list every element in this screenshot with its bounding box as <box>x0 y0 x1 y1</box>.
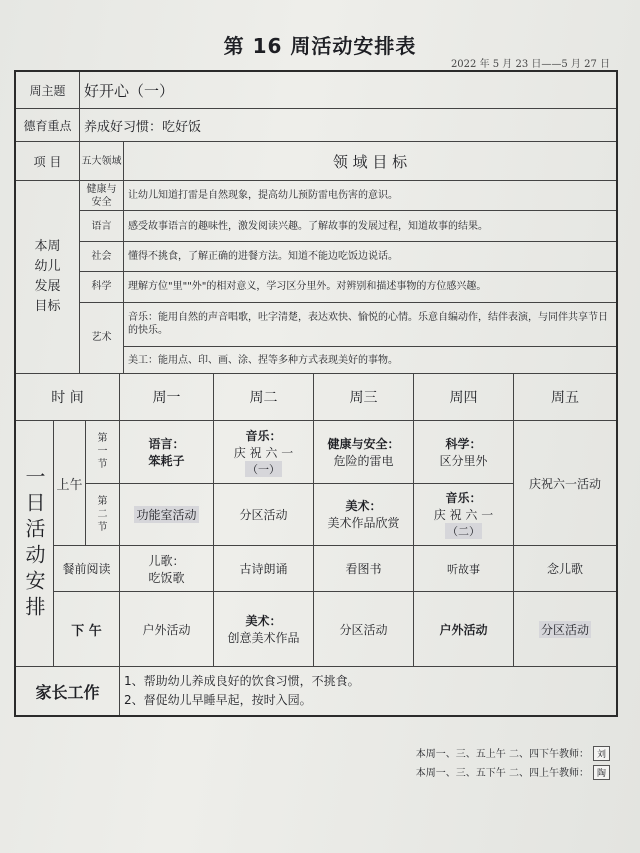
art-music-goal: 音乐：能用自然的声音唱歌，吐字清楚，表达欢快、愉悦的心情。乐意自编动作，结伴表演，与同伴共享节日的快乐。 <box>124 303 616 348</box>
activity-title: 分区活动 <box>540 622 589 637</box>
daily-label-cell <box>16 421 54 666</box>
teacher-signature: 陶 <box>593 765 610 780</box>
activity-cell <box>214 421 314 483</box>
activity-cell <box>214 592 314 666</box>
activity-title: 古诗朗诵 <box>214 546 314 591</box>
domain-name: 社会 <box>80 242 124 271</box>
activity-title: 庆 祝 六 一 <box>433 508 494 523</box>
activity-cell <box>414 484 513 546</box>
footer-line-1 <box>416 745 610 761</box>
goal-row-art <box>80 303 616 374</box>
page-title: 第 16 周活动安排表 <box>223 34 417 58</box>
teacher-signature: 刘 <box>593 746 610 761</box>
activity-title: 功能室活动 <box>136 507 197 522</box>
moral-value: 养成好习惯：吃好饭 <box>84 119 202 135</box>
activity-subject: 语言： <box>148 436 185 451</box>
domain-goal: 理解方位"里""外"的相对意义，学习区分里外。对辨别和描述事物的方位感兴趣。 <box>128 281 487 293</box>
activity-title: 笨耗子 <box>148 453 185 468</box>
daily-label: 一日活动安排 <box>22 465 46 622</box>
domain-name: 健康与安全 <box>80 181 124 210</box>
activity-cell <box>414 421 513 483</box>
activity-subject: 科学： <box>445 436 482 451</box>
parent-work-item: 1、帮助幼儿养成良好的饮食习惯，不挑食。 <box>124 674 360 688</box>
day-header: 周五 <box>551 390 579 406</box>
morning-label: 上午 <box>54 421 86 545</box>
afternoon-label: 下 午 <box>54 592 120 666</box>
goal-header-row <box>16 142 616 181</box>
activity-subject: 健康与安全： <box>327 436 400 451</box>
moral-row <box>16 109 616 142</box>
period2-row <box>86 484 513 546</box>
day-header: 周二 <box>214 374 314 420</box>
theme-row <box>16 72 616 109</box>
activity-cell <box>214 484 314 546</box>
moral-label: 德育重点 <box>16 109 80 141</box>
time-label: 时 间 <box>16 374 120 420</box>
activity-title: 户外活动 <box>120 592 214 666</box>
activity-subject: 音乐： <box>445 491 482 506</box>
schedule-sheet <box>14 70 618 717</box>
activity-title: 美术作品欣赏 <box>327 516 400 531</box>
activity-title: 庆 祝 六 一 <box>233 445 294 460</box>
theme-label: 周主题 <box>16 72 80 108</box>
activity-cell <box>314 421 414 483</box>
domains-header: 五大领域 <box>80 142 124 180</box>
footer-line-2 <box>416 764 610 780</box>
activity-cell <box>514 592 616 666</box>
domain-goal: 懂得不挑食，了解正确的进餐方法。知道不能边吃饭边说话。 <box>128 250 398 262</box>
activity-extra: （二） <box>447 525 480 539</box>
parent-work-item: 2、督促幼儿早睡早起，按时入园。 <box>124 693 312 707</box>
activity-subject: 美术： <box>345 499 382 514</box>
parent-work-label: 家长工作 <box>16 667 120 715</box>
activity-cell <box>120 421 214 483</box>
parent-work-row <box>16 667 616 715</box>
goals-header: 领 域 目 标 <box>332 152 408 171</box>
activity-subject: 儿歌： <box>148 553 185 568</box>
goal-row-language <box>80 211 616 241</box>
goal-row-health <box>80 181 616 211</box>
goal-row-science <box>80 272 616 302</box>
domain-goal: 让幼儿知道打雷是自然现象，提高幼儿预防雷电伤害的意识。 <box>128 190 398 202</box>
activity-title: 创意美术作品 <box>227 631 300 646</box>
day-header: 周三 <box>314 374 414 420</box>
footer-text: 本周一、三、五上午 二、四下午教师： <box>415 749 589 760</box>
theme-value: 好开心（一） <box>84 81 175 100</box>
domain-name: 语言 <box>80 211 124 240</box>
domain-goal: 感受故事语言的趣味性，激发阅读兴趣。了解故事的发展过程，知道故事的结果。 <box>128 220 488 232</box>
activity-title: 危险的雷电 <box>333 453 394 468</box>
period1-row <box>86 421 513 484</box>
day-header: 周一 <box>120 374 214 420</box>
period2-label: 第二节 <box>86 484 120 546</box>
activity-subject: 音乐： <box>245 428 282 443</box>
activity-title: 念儿歌 <box>546 562 583 577</box>
activity-cell <box>120 546 214 591</box>
morning-row <box>54 421 616 546</box>
domain-name: 科学 <box>80 272 124 301</box>
activity-title: 听故事 <box>414 546 514 591</box>
date-range: 2022 年 5 月 23 日——5 月 27 日 <box>450 59 610 70</box>
activity-extra: （一） <box>247 462 280 476</box>
reading-label: 餐前阅读 <box>54 546 120 591</box>
art-craft-goal: 美工：能用点、印、画、涂、捏等多种方式表现美好的事物。 <box>128 354 398 366</box>
footer-text: 本周一、三、五下午 二、四上午教师： <box>415 768 589 779</box>
period1-label: 第一节 <box>86 421 120 483</box>
time-header-row <box>16 374 616 421</box>
activity-title: 户外活动 <box>414 592 514 666</box>
activity-title: 分区活动 <box>239 507 288 522</box>
goal-row-social <box>80 242 616 272</box>
item-header: 项 目 <box>16 142 80 180</box>
domain-name: 艺术 <box>80 303 124 374</box>
goals-block <box>16 181 616 374</box>
schedule-block <box>16 421 616 667</box>
activity-title: 分区活动 <box>314 592 414 666</box>
activity-subject: 美术： <box>245 614 282 629</box>
weekly-goal-label: 本周幼儿发展目标 <box>16 181 80 373</box>
activity-title: 区分里外 <box>439 453 488 468</box>
activity-title: 看图书 <box>314 546 414 591</box>
reading-row <box>54 546 616 592</box>
activity-cell <box>120 484 214 546</box>
day-header: 周四 <box>414 374 514 420</box>
activity-title: 吃饭歌 <box>148 570 185 585</box>
activity-cell <box>314 484 414 546</box>
afternoon-row <box>54 592 616 666</box>
friday-morning-activity: 庆祝六一活动 <box>528 476 601 491</box>
